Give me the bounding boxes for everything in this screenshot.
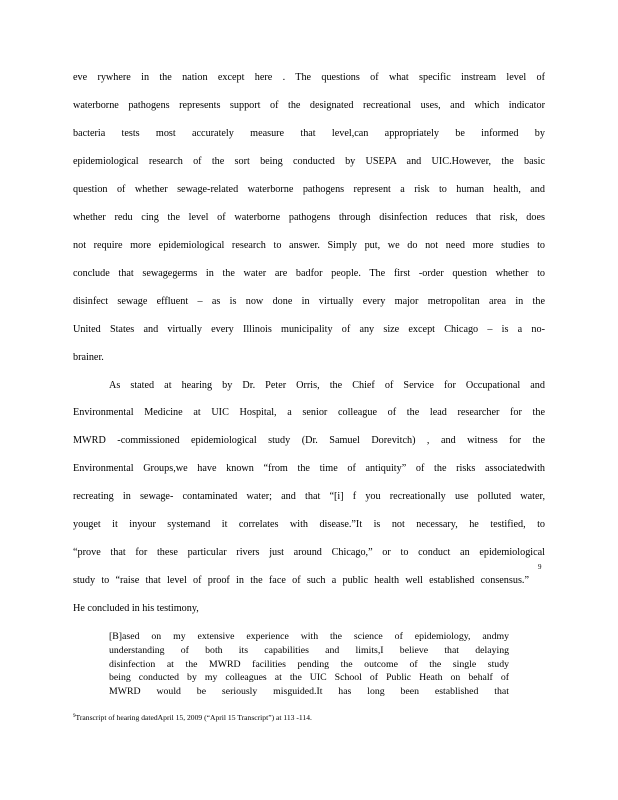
text-line: not require more epidemiological research to answer. Simply put, we do not need more studies to — [73, 240, 545, 251]
text-line: recreating in sewage- contaminated water; and that “[i] f you recreationally use polluted water, — [73, 491, 545, 502]
footnote-text: Transcript of hearing datedApril 15, 2009 (“April 15 Transcript”) at 113 -114. — [75, 713, 312, 722]
quote-line: understanding of both its capabilities and limits,I believe that delaying — [109, 645, 509, 656]
text-line: youget it inyour systemand it correlates with disease.”It is not necessary, he testified, to — [73, 519, 545, 530]
quote-line: disinfection at the MWRD facilities pending the outcome of the single study — [109, 659, 509, 670]
text-line: conclude that sewagegerms in the water are badfor people. The first -order question whether to — [73, 268, 545, 279]
text-line: “prove that for these particular rivers just around Chicago,” or to conduct an epidemiological — [73, 547, 545, 558]
quote-line: [B]ased on my extensive experience with the science of epidemiology, andmy — [109, 631, 509, 642]
footnote-reference: 9 — [538, 563, 542, 571]
quote-line: MWRD would be seriously misguided.It has long been established that — [109, 686, 509, 697]
text-line: bacteria tests most accurately measure that level,can appropriately be informed by — [73, 128, 545, 139]
text-line: whether redu cing the level of waterborne pathogens through disinfection reduces that risk, does — [73, 212, 545, 223]
text-line: MWRD -commissioned epidemiological study (Dr. Samuel Dorevitch) , and witness for the — [73, 435, 545, 446]
text-line: United States and virtually every Illinois municipality of any size except Chicago – is a no- — [73, 324, 545, 335]
text-line: As stated at hearing by Dr. Peter Orris, the Chief of Service for Occupational and — [109, 380, 545, 391]
text-line: Environmental Medicine at UIC Hospital, a senior colleague of the lead researcher for the — [73, 407, 545, 418]
footnote — [73, 712, 312, 723]
text-line: question of whether sewage-related waterborne pathogens represent a risk to human health, and — [73, 184, 545, 195]
text-line: study to “raise that level of proof in the face of such a public health well established consensus.” — [73, 575, 529, 586]
text-line: He concluded in his testimony, — [73, 603, 199, 614]
text-line: Environmental Groups,we have known “from the time of antiquity” of the risks associatedwith — [73, 463, 545, 474]
text-line: eve rywhere in the nation except here . The questions of what specific instream level of — [73, 72, 545, 83]
text-line: waterborne pathogens represents support of the designated recreational uses, and which indicator — [73, 100, 545, 111]
text-line: disinfect sewage effluent – as is now done in virtually every major metropolitan area in the — [73, 296, 545, 307]
text-line: brainer. — [73, 352, 104, 363]
text-line: epidemiological research of the sort being conducted by USEPA and UIC.However, the basic — [73, 156, 545, 167]
footnote-number: 9 — [73, 714, 76, 719]
quote-line: being conducted by my colleagues at the UIC School of Public Heath on behalf of — [109, 672, 509, 683]
